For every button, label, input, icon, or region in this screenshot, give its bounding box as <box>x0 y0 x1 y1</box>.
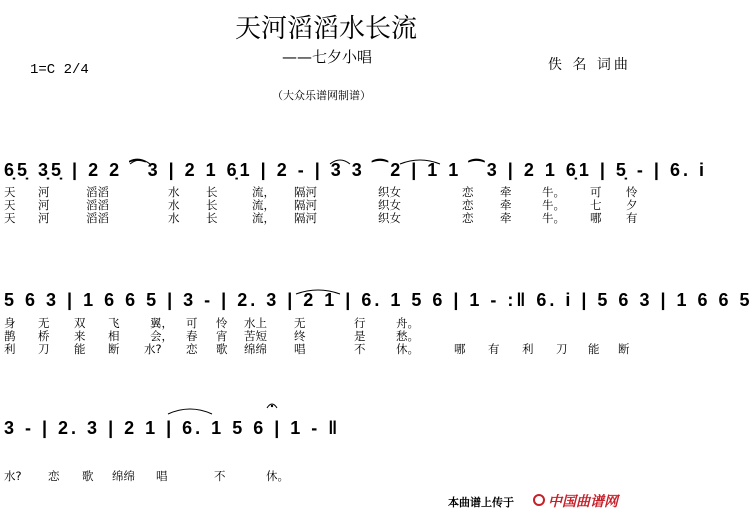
lyric-syllable: 怜 <box>216 316 228 330</box>
lyric-syllable: 水 <box>168 198 180 212</box>
lyric-syllable: 舟。 <box>396 316 419 330</box>
lyric-syllable: 休。 <box>396 342 419 356</box>
lyric-syllable: 织女 <box>378 211 401 225</box>
lyric-syllable: 河 <box>38 211 50 225</box>
lyric-syllable: 有 <box>488 342 500 356</box>
lyric-syllable: 夕 <box>626 198 638 212</box>
lyric-syllable: 绵绵 <box>244 342 267 356</box>
lyrics-block-1 <box>4 186 644 225</box>
lyric-syllable: 滔滔 <box>86 198 109 212</box>
lyric-syllable: 流， <box>252 198 275 212</box>
song-title: 天河滔滔水长流 <box>234 14 417 44</box>
author-credit: 佚 名 词曲 <box>548 57 631 73</box>
lyric-syllable: 能 <box>588 342 600 356</box>
lyric-syllable: 身 <box>4 316 16 330</box>
lyric-syllable: 休。 <box>266 469 289 483</box>
lyric-syllable: 能 <box>74 342 86 356</box>
lyric-syllable: 隔河 <box>294 211 317 225</box>
ties-line-1 <box>0 150 652 190</box>
key-signature: 1=C 2/4 <box>30 62 89 78</box>
site-logo[interactable]: 中国曲谱网 <box>548 494 618 510</box>
lyric-syllable: 怜 <box>626 185 638 199</box>
lyric-row <box>4 470 644 483</box>
lyric-syllable: 可 <box>186 316 198 330</box>
lyric-syllable: 恋 <box>462 211 474 225</box>
lyric-syllable: 哪 <box>454 342 466 356</box>
lyric-syllable: 流， <box>252 185 275 199</box>
lyric-syllable: 利 <box>4 342 16 356</box>
lyric-syllable: 来 <box>74 329 86 343</box>
lyric-syllable: 长 <box>206 198 218 212</box>
lyric-syllable: 水上 <box>244 316 267 330</box>
lyric-syllable: 刀 <box>556 342 568 356</box>
lyric-row <box>4 317 644 330</box>
lyric-syllable: 水? <box>4 469 22 483</box>
lyric-syllable: 隔河 <box>294 185 317 199</box>
lyric-syllable: 鹊 <box>4 329 16 343</box>
song-subtitle: ——七夕小唱 <box>282 48 373 66</box>
lyric-syllable: 牛。 <box>542 198 565 212</box>
lyrics-block-3 <box>4 470 644 483</box>
lyric-syllable: 春 <box>186 329 198 343</box>
lyric-syllable: 恋 <box>462 185 474 199</box>
lyric-syllable: 不 <box>214 469 226 483</box>
notation-line-2: 5 6 3 | 1 6 6 5 | 3 - | 2. 3 | 2 1 | 6. 1 5 6 | 1 - :‖ 6. i | 5 6 3 | 1 6 6 5 <box>4 290 753 310</box>
site-logo-icon <box>533 494 545 506</box>
lyric-syllable: 河 <box>38 198 50 212</box>
lyrics-block-2 <box>4 317 644 356</box>
lyric-syllable: 翼， <box>150 316 173 330</box>
lyric-row <box>4 212 644 225</box>
lyric-syllable: 行 <box>354 316 366 330</box>
lyric-syllable: 牵 <box>500 198 512 212</box>
lyric-syllable: 歌 <box>82 469 94 483</box>
lyric-syllable: 恋 <box>48 469 60 483</box>
lyric-syllable: 水? <box>144 342 162 356</box>
lyric-syllable: 牛。 <box>542 185 565 199</box>
lyric-syllable: 天 <box>4 211 16 225</box>
lyric-syllable: 飞 <box>108 316 120 330</box>
source-note: （大众乐谱网制谱） <box>272 89 371 102</box>
lyric-syllable: 七 <box>590 198 602 212</box>
lyric-row <box>4 343 644 356</box>
lyric-syllable: 唱 <box>156 469 168 483</box>
lyric-syllable: 愁。 <box>396 329 419 343</box>
lyric-syllable: 哪 <box>590 211 602 225</box>
lyric-syllable: 牛。 <box>542 211 565 225</box>
lyric-syllable: 长 <box>206 211 218 225</box>
lyric-syllable: 无 <box>38 316 50 330</box>
lyric-syllable: 双 <box>74 316 86 330</box>
lyric-syllable: 牵 <box>500 211 512 225</box>
lyric-syllable: 不 <box>354 342 366 356</box>
lyric-syllable: 流， <box>252 211 275 225</box>
lyric-syllable: 断 <box>618 342 630 356</box>
lyric-syllable: 相 <box>108 329 120 343</box>
lyric-syllable: 恋 <box>462 198 474 212</box>
lyric-syllable: 水 <box>168 185 180 199</box>
lyric-syllable: 牵 <box>500 185 512 199</box>
lyric-syllable: 长 <box>206 185 218 199</box>
lyric-syllable: 刀 <box>38 342 50 356</box>
lyric-syllable: 水 <box>168 211 180 225</box>
upload-note: 本曲谱上传于 <box>448 496 514 509</box>
lyric-syllable: 利 <box>522 342 534 356</box>
lyric-syllable: 滔滔 <box>86 185 109 199</box>
lyric-syllable: 宵 <box>216 329 228 343</box>
lyric-syllable: 河 <box>38 185 50 199</box>
lyric-syllable: 苦短 <box>244 329 267 343</box>
notation-line-3: 3 - | 2. 3 | 2 1 | 6. 1 5 6 | 1 - ‖ <box>4 418 341 438</box>
lyric-syllable: 是 <box>354 329 366 343</box>
lyric-syllable: 可 <box>590 185 602 199</box>
lyric-syllable: 织女 <box>378 185 401 199</box>
lyric-syllable: 断 <box>108 342 120 356</box>
lyric-syllable: 绵绵 <box>112 469 135 483</box>
lyric-syllable: 恋 <box>186 342 198 356</box>
lyric-syllable: 终 <box>294 329 306 343</box>
lyric-syllable: 会， <box>150 329 173 343</box>
lyric-syllable: 无 <box>294 316 306 330</box>
lyric-syllable: 桥 <box>38 329 50 343</box>
lyric-syllable: 天 <box>4 185 16 199</box>
ties-line-2 <box>0 280 652 320</box>
notation-line-1: 6̣5̣ 3̣5̣ | 2 2 ⁀3 | 2 1 6̣1 | 2 - | 3 3 ⁀2 | 1 1 ⁀3 | 2 1 6̣1 | 5̣ - | 6. i <box>4 160 707 180</box>
lyric-syllable: 织女 <box>378 198 401 212</box>
lyric-row <box>4 330 644 343</box>
lyric-syllable: 唱 <box>294 342 306 356</box>
lyric-syllable: 有 <box>626 211 638 225</box>
ties-line-3 <box>0 398 652 438</box>
lyric-syllable: 滔滔 <box>86 211 109 225</box>
lyric-syllable: 歌 <box>216 342 228 356</box>
lyric-syllable: 天 <box>4 198 16 212</box>
lyric-syllable: 隔河 <box>294 198 317 212</box>
